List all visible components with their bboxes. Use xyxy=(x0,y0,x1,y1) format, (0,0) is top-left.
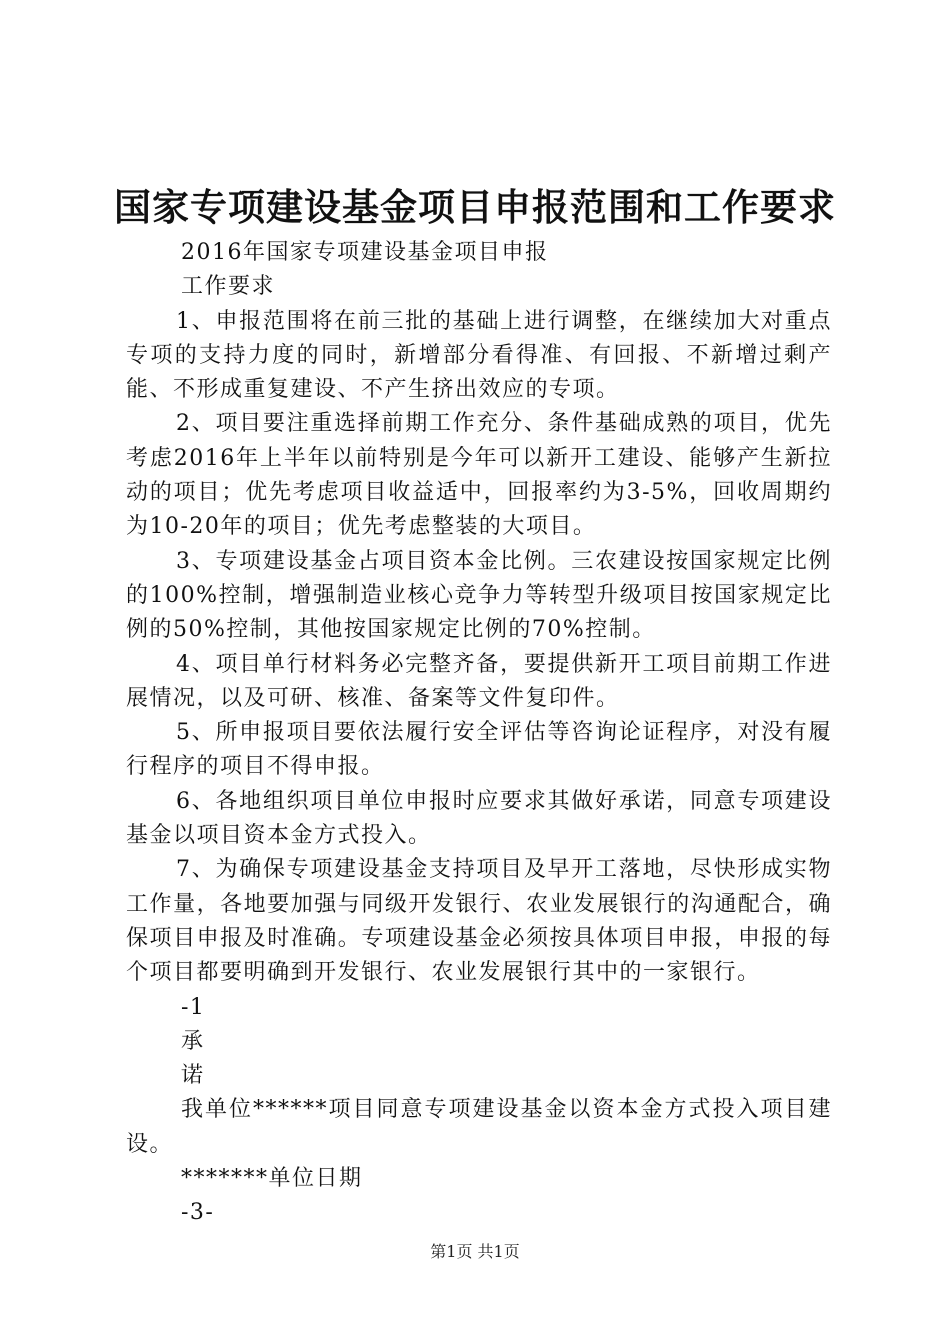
subtitle-line-1: 2016年国家专项建设基金项目申报 xyxy=(181,240,549,265)
requirement-item-4: 4、项目单行材料务必完整齐备，要提供新开工项目前期工作进展情况，以及可研、核准、备案等文件复印件。 xyxy=(126,651,832,711)
promise-statement: 我单位******项目同意专项建设基金以资本金方式投入项目建设。 xyxy=(126,1097,832,1157)
page-marker-3: -3- xyxy=(181,1200,215,1226)
requirement-item-1: 1、申报范围将在前三批的基础上进行调整，在继续加大对重点专项的支持力度的同时，新增部分看得准、有回报、不新增过剩产能、不形成重复建设、不产生挤出效应的专项。 xyxy=(126,308,832,403)
requirement-item-5: 5、所申报项目要依法履行安全评估等咨询论证程序，对没有履行程序的项目不得申报。 xyxy=(126,720,832,780)
subtitle-line-2: 工作要求 xyxy=(181,274,276,300)
document-body xyxy=(126,236,832,1231)
requirement-item-6: 6、各地组织项目单位申报时应要求其做好承诺，同意专项建设基金以项目资本金方式投入。 xyxy=(126,788,832,849)
document-title: 国家专项建设基金项目申报范围和工作要求 xyxy=(114,186,836,229)
requirement-item-2: 2、项目要注重选择前期工作充分、条件基础成熟的项目，优先考虑2016年上半年以前特别是今年可以新开工建设、能够产生新拉动的项目；优先考虑项目收益适中，回报率约为3-5%，回收周期约为10-20年的项目；优先考虑整装的大项目。 xyxy=(126,411,832,540)
requirement-item-7: 7、为确保专项建设基金支持项目及早开工落地，尽快形成实物工作量，各地要加强与同级开发银行、农业发展银行的沟通配合，确保项目申报及时准确。专项建设基金必须按具体项目申报，申报的每个项目都要明确到开发银行、农业发展银行其中的一家银行。 xyxy=(126,857,832,986)
promise-heading-char-2: 诺 xyxy=(181,1063,205,1089)
page-marker-1: -1 xyxy=(181,994,206,1020)
signature-line: *******单位日期 xyxy=(181,1166,363,1192)
page-footer: 第1页 共1页 xyxy=(430,1242,520,1261)
promise-heading-char-1: 承 xyxy=(181,1028,205,1054)
requirement-item-3: 3、专项建设基金占项目资本金比例。三农建设按国家规定比例的100%控制，增强制造业核心竞争力等转型升级项目按国家规定比例的50%控制，其他按国家规定比例的70%控制。 xyxy=(126,548,832,643)
